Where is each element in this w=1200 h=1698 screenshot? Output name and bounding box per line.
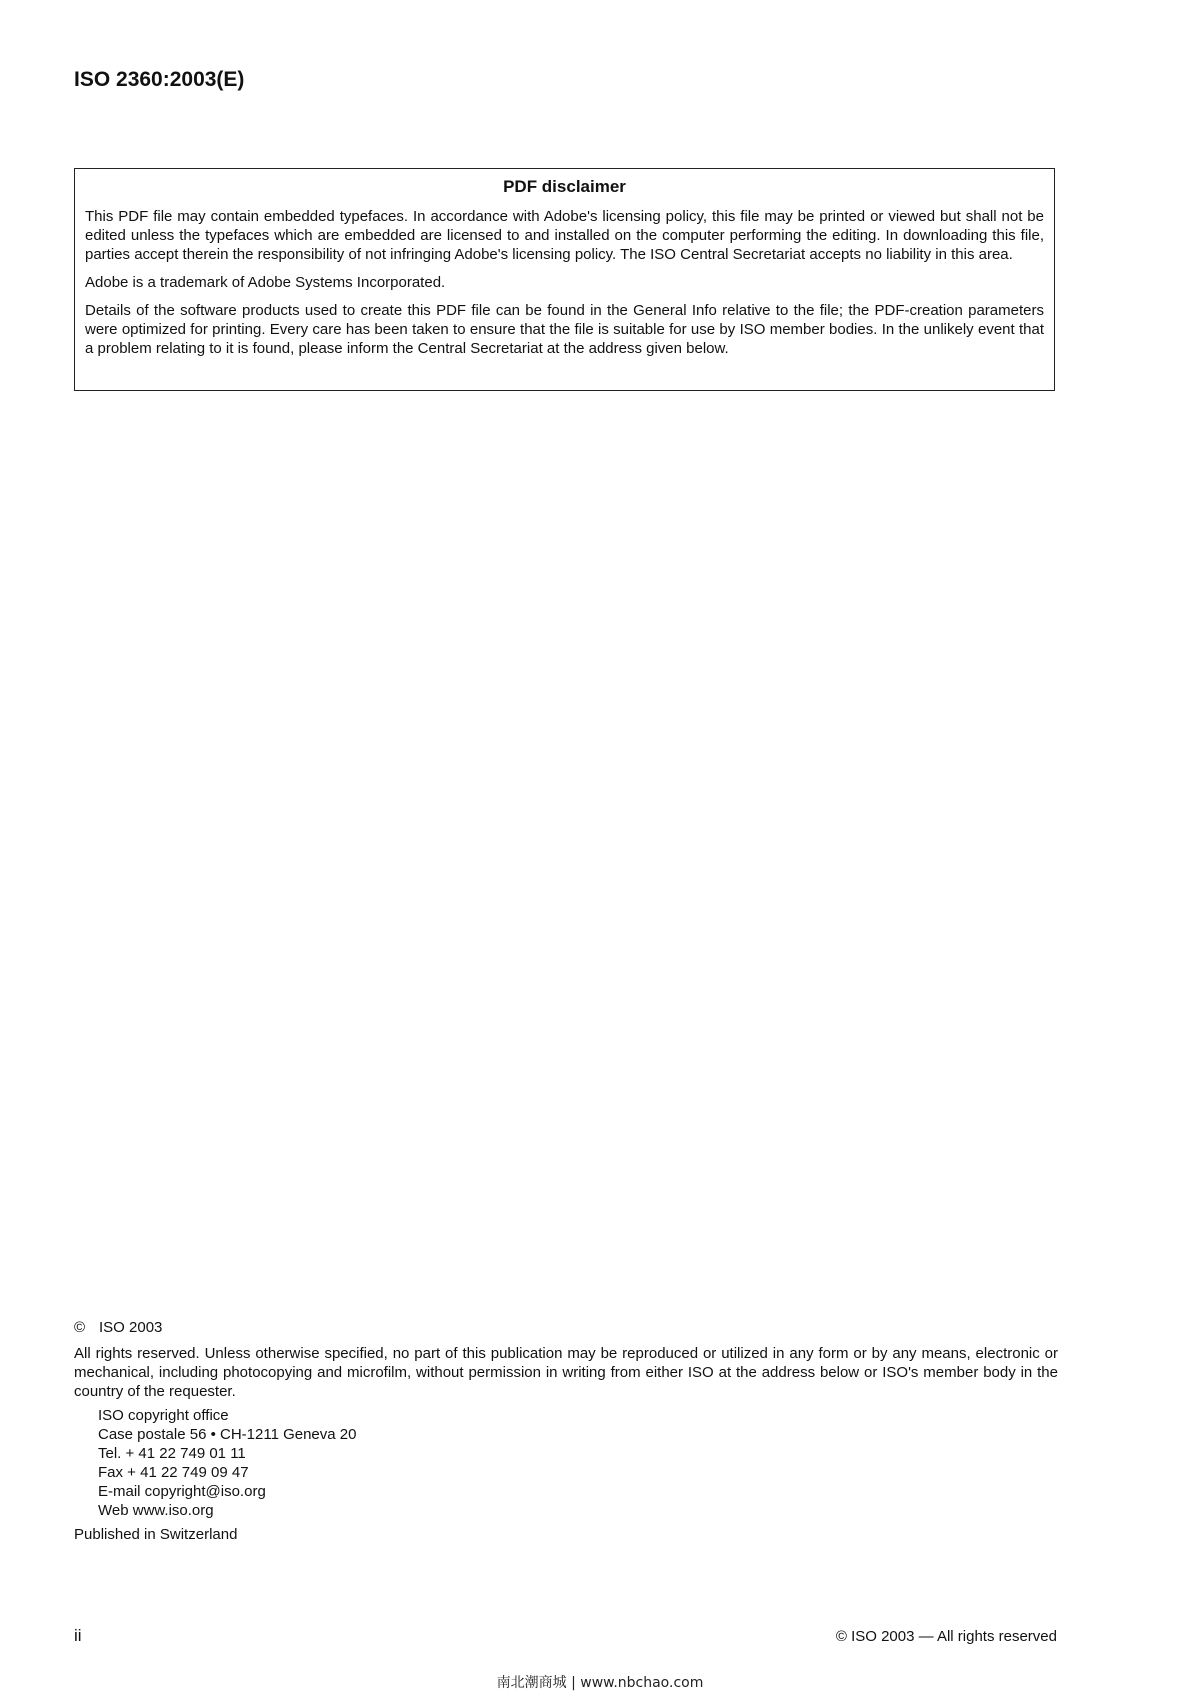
disclaimer-paragraph-typefaces: This PDF file may contain embedded typefaces. In accordance with Adobe's licensing policy, this file may be printed or viewed but shall not be edited unless the typefaces which are embedded are licensed to and installed on the computer performing the editing. In downloading this file, parties accept therein the responsibility of not infringing Adobe's licensing policy. The ISO Central Secretariat accepts no liability in this area. xyxy=(85,208,1044,263)
page-number: ii xyxy=(74,1626,82,1645)
watermark-link[interactable]: 南北潮商城 | www.nbchao.com xyxy=(496,1675,704,1691)
address-web: Web www.iso.org xyxy=(98,1502,214,1519)
rights-reserved-text: All rights reserved. Unless otherwise specified, no part of this publication may be reproduced or utilized in any form or by any means, electronic or mechanical, including photocopying and microfilm, without permission in writing from either ISO at the address below or ISO's member body in the country of the requester. xyxy=(74,1345,1058,1400)
published-in: Published in Switzerland xyxy=(74,1526,238,1543)
disclaimer-paragraph-trademark: Adobe is a trademark of Adobe Systems Incorporated. xyxy=(85,274,446,291)
address-fax: Fax + 41 22 749 09 47 xyxy=(98,1464,249,1481)
copyright-notice xyxy=(74,1318,1058,1544)
pdf-disclaimer-box xyxy=(74,168,1055,391)
address-office: ISO copyright office xyxy=(98,1407,229,1424)
document-id-header: ISO 2360:2003(E) xyxy=(74,68,245,91)
copyright-icon: © xyxy=(74,1319,86,1336)
address-postal: Case postale 56 • CH-1211 Geneva 20 xyxy=(98,1426,357,1443)
iso-address xyxy=(98,1406,1058,1520)
disclaimer-title: PDF disclaimer xyxy=(503,177,626,196)
copyright-line xyxy=(74,1318,1058,1337)
disclaimer-paragraph-details: Details of the software products used to create this PDF file can be found in the General Info relative to the file; the PDF-creation parameters were optimized for printing. Every care has been taken to ensure that the file is suitable for use by ISO member bodies. In the unlikely event that a problem relating to it is found, please inform the Central Secretariat at the address given below. xyxy=(85,302,1044,357)
copyright-year: ISO 2003 xyxy=(99,1319,163,1336)
footer-copyright: © ISO 2003 — All rights reserved xyxy=(835,1628,1057,1645)
address-tel: Tel. + 41 22 749 01 11 xyxy=(98,1445,246,1462)
address-email: E-mail copyright@iso.org xyxy=(98,1483,266,1500)
